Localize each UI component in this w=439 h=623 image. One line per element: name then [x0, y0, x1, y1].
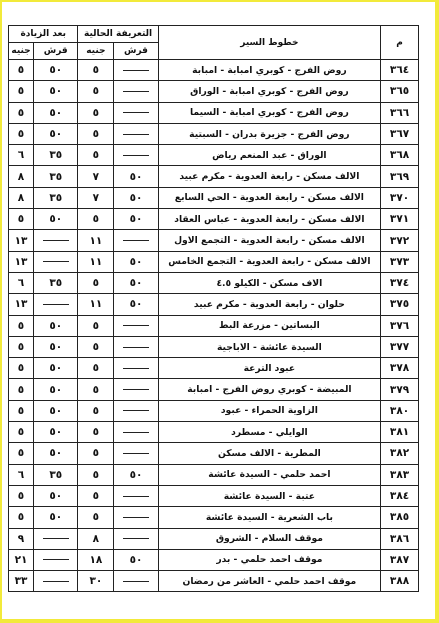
route-cell: الالف مسكن - رابعة العدوية - الحي السابع — [158, 187, 380, 208]
current-piaster-cell — [114, 102, 158, 123]
table-row — [9, 123, 419, 144]
route-cell: المبيضة - كوبري روض الفرج - امبابة — [158, 379, 380, 400]
empty-dash — [123, 134, 149, 135]
current-pound-cell: ١٨ — [78, 549, 114, 570]
table-row — [9, 166, 419, 187]
current-piaster-cell — [114, 336, 158, 357]
empty-dash — [123, 517, 149, 518]
route-cell: باب الشعرية - السيدة عائشة — [158, 507, 380, 528]
empty-dash — [123, 410, 149, 411]
current-piaster-cell: ٥٠ — [114, 166, 158, 187]
new-pound-cell: ٥ — [9, 209, 34, 230]
empty-dash — [123, 538, 149, 539]
empty-dash — [123, 70, 149, 71]
route-cell: عتبة - السيدة عائشة — [158, 485, 380, 506]
new-piaster-cell — [34, 251, 78, 272]
empty-dash — [43, 581, 69, 582]
new-piaster-cell: ٥٠ — [34, 102, 78, 123]
table-row — [9, 443, 419, 464]
current-piaster-cell — [114, 507, 158, 528]
route-cell: روض الفرج - كوبري امبابة - السيما — [158, 102, 380, 123]
new-pound-cell: ٥ — [9, 81, 34, 102]
empty-dash — [123, 91, 149, 92]
new-pound-cell: ١٣ — [9, 294, 34, 315]
table-row — [9, 209, 419, 230]
route-cell: المطرية - الالف مسكن — [158, 443, 380, 464]
empty-dash — [123, 155, 149, 156]
serial-cell: ٣٧٥ — [381, 294, 419, 315]
route-cell: السيدة عائشة - الاباجية — [158, 336, 380, 357]
serial-cell: ٣٨٢ — [381, 443, 419, 464]
current-piaster-cell — [114, 528, 158, 549]
current-piaster-cell — [114, 379, 158, 400]
current-piaster-cell: ٥٠ — [114, 272, 158, 293]
serial-cell: ٣٨٨ — [381, 571, 419, 592]
route-cell: البساتين - مزرعة البط — [158, 315, 380, 336]
empty-dash — [43, 240, 69, 241]
route-cell: عبود الترعة — [158, 358, 380, 379]
new-pound-cell: ٥ — [9, 485, 34, 506]
serial-cell: ٣٨١ — [381, 422, 419, 443]
route-cell: الالف مسكن - رابعة العدوية - التجمع الخامس — [158, 251, 380, 272]
current-pound-cell: ٥ — [78, 123, 114, 144]
header-current-pound: جنيه — [78, 43, 114, 60]
route-cell: الاف مسكن - الكيلو ٤.٥ — [158, 272, 380, 293]
new-pound-cell: ٥ — [9, 358, 34, 379]
current-piaster-cell — [114, 145, 158, 166]
table-row — [9, 485, 419, 506]
current-pound-cell: ١١ — [78, 251, 114, 272]
route-cell: روض الفرج - جزيرة بدران - السبتية — [158, 123, 380, 144]
table-row — [9, 507, 419, 528]
empty-dash — [43, 261, 69, 262]
current-piaster-cell: ٥٠ — [114, 464, 158, 485]
table-row — [9, 145, 419, 166]
table-row — [9, 251, 419, 272]
header-serial: م — [381, 26, 419, 60]
new-piaster-cell — [34, 294, 78, 315]
new-piaster-cell: ٥٠ — [34, 485, 78, 506]
new-piaster-cell: ٣٥ — [34, 145, 78, 166]
route-cell: الالف مسكن - رابعة العدوية - التجمع الاول — [158, 230, 380, 251]
route-cell: احمد حلمي - السيدة عائشة — [158, 464, 380, 485]
new-pound-cell: ٥ — [9, 336, 34, 357]
tariff-table — [8, 25, 419, 592]
new-piaster-cell: ٥٠ — [34, 443, 78, 464]
new-piaster-cell: ٥٠ — [34, 60, 78, 81]
table-row — [9, 422, 419, 443]
new-piaster-cell: ٥٠ — [34, 400, 78, 421]
serial-cell: ٣٧٠ — [381, 187, 419, 208]
current-pound-cell: ٧ — [78, 187, 114, 208]
serial-cell: ٣٦٧ — [381, 123, 419, 144]
route-cell: روض الفرج - كوبري امبابة - امبابة — [158, 60, 380, 81]
table-row — [9, 400, 419, 421]
serial-cell: ٣٦٨ — [381, 145, 419, 166]
header-after-increase: بعد الزيادة — [9, 26, 78, 43]
empty-dash — [123, 112, 149, 113]
new-pound-cell: ٦ — [9, 464, 34, 485]
header-current-piaster: قرش — [114, 43, 158, 60]
table-row — [9, 60, 419, 81]
new-piaster-cell: ٥٠ — [34, 123, 78, 144]
serial-cell: ٣٦٦ — [381, 102, 419, 123]
new-pound-cell: ٨ — [9, 166, 34, 187]
route-cell: موقف احمد حلمي - العاشر من رمضان — [158, 571, 380, 592]
current-piaster-cell: ٥٠ — [114, 209, 158, 230]
current-pound-cell: ٥ — [78, 443, 114, 464]
new-piaster-cell: ٥٠ — [34, 209, 78, 230]
current-pound-cell: ٨ — [78, 528, 114, 549]
table-row — [9, 294, 419, 315]
current-piaster-cell — [114, 123, 158, 144]
empty-dash — [123, 581, 149, 582]
current-piaster-cell — [114, 400, 158, 421]
new-pound-cell: ٥ — [9, 422, 34, 443]
current-pound-cell: ١١ — [78, 294, 114, 315]
current-pound-cell: ٥ — [78, 336, 114, 357]
current-pound-cell: ٥ — [78, 81, 114, 102]
empty-dash — [123, 325, 149, 326]
current-pound-cell: ٥ — [78, 400, 114, 421]
table-row — [9, 336, 419, 357]
route-cell: الزاوية الحمراء - عبود — [158, 400, 380, 421]
route-cell: الوايلي - مسطرد — [158, 422, 380, 443]
current-piaster-cell — [114, 422, 158, 443]
new-pound-cell: ١٣ — [9, 251, 34, 272]
header-new-pound: جنيه — [9, 43, 34, 60]
current-pound-cell: ١١ — [78, 230, 114, 251]
new-pound-cell: ٥ — [9, 507, 34, 528]
route-cell: روض الفرج - كوبري امبابة - الوراق — [158, 81, 380, 102]
new-piaster-cell: ٥٠ — [34, 379, 78, 400]
new-piaster-cell: ٥٠ — [34, 422, 78, 443]
current-piaster-cell — [114, 230, 158, 251]
serial-cell: ٣٨٣ — [381, 464, 419, 485]
route-cell: موقف السلام - الشروق — [158, 528, 380, 549]
current-pound-cell: ٥ — [78, 379, 114, 400]
tariff-rows — [9, 60, 419, 592]
current-piaster-cell — [114, 315, 158, 336]
serial-cell: ٣٧٤ — [381, 272, 419, 293]
current-piaster-cell: ٥٠ — [114, 549, 158, 570]
new-pound-cell: ٦ — [9, 145, 34, 166]
new-pound-cell: ٥ — [9, 443, 34, 464]
serial-cell: ٣٨٧ — [381, 549, 419, 570]
current-piaster-cell — [114, 60, 158, 81]
document-page — [2, 2, 435, 619]
current-piaster-cell — [114, 485, 158, 506]
table-row — [9, 528, 419, 549]
current-piaster-cell — [114, 443, 158, 464]
serial-cell: ٣٧٢ — [381, 230, 419, 251]
header-row-main — [9, 26, 419, 43]
current-pound-cell: ٥ — [78, 358, 114, 379]
new-piaster-cell: ٣٥ — [34, 464, 78, 485]
new-pound-cell: ٩ — [9, 528, 34, 549]
empty-dash — [43, 559, 69, 560]
table-row — [9, 102, 419, 123]
current-pound-cell: ٥ — [78, 464, 114, 485]
route-cell: الوراق - عبد المنعم رياض — [158, 145, 380, 166]
route-cell: موقف احمد حلمي - بدر — [158, 549, 380, 570]
new-pound-cell: ١٣ — [9, 230, 34, 251]
empty-dash — [43, 538, 69, 539]
current-piaster-cell: ٥٠ — [114, 187, 158, 208]
new-piaster-cell: ٥٠ — [34, 507, 78, 528]
empty-dash — [123, 368, 149, 369]
new-pound-cell: ٢١ — [9, 549, 34, 570]
new-piaster-cell: ٣٥ — [34, 166, 78, 187]
current-pound-cell: ٥ — [78, 60, 114, 81]
current-pound-cell: ٣٠ — [78, 571, 114, 592]
new-pound-cell: ٦ — [9, 272, 34, 293]
current-pound-cell: ٧ — [78, 166, 114, 187]
table-row — [9, 358, 419, 379]
serial-cell: ٣٧١ — [381, 209, 419, 230]
current-piaster-cell: ٥٠ — [114, 294, 158, 315]
new-pound-cell: ٥ — [9, 400, 34, 421]
new-piaster-cell — [34, 230, 78, 251]
table-row — [9, 272, 419, 293]
table-row — [9, 81, 419, 102]
serial-cell: ٣٦٩ — [381, 166, 419, 187]
serial-cell: ٣٧٨ — [381, 358, 419, 379]
serial-cell: ٣٧٩ — [381, 379, 419, 400]
table-row — [9, 464, 419, 485]
serial-cell: ٣٨٤ — [381, 485, 419, 506]
table-row — [9, 379, 419, 400]
header-routes: خطوط السير — [158, 26, 380, 60]
new-pound-cell: ٥ — [9, 123, 34, 144]
table-row — [9, 315, 419, 336]
new-piaster-cell — [34, 549, 78, 570]
serial-cell: ٣٧٧ — [381, 336, 419, 357]
serial-cell: ٣٦٤ — [381, 60, 419, 81]
new-pound-cell: ٨ — [9, 187, 34, 208]
empty-dash — [123, 389, 149, 390]
current-pound-cell: ٥ — [78, 272, 114, 293]
new-pound-cell: ٥ — [9, 102, 34, 123]
serial-cell: ٣٨٦ — [381, 528, 419, 549]
serial-cell: ٣٨٠ — [381, 400, 419, 421]
empty-dash — [123, 496, 149, 497]
current-piaster-cell — [114, 358, 158, 379]
serial-cell: ٣٧٦ — [381, 315, 419, 336]
serial-cell: ٣٦٥ — [381, 81, 419, 102]
new-piaster-cell — [34, 528, 78, 549]
empty-dash — [123, 347, 149, 348]
empty-dash — [123, 240, 149, 241]
current-pound-cell: ٥ — [78, 209, 114, 230]
table-row — [9, 230, 419, 251]
table-row — [9, 571, 419, 592]
current-pound-cell: ٥ — [78, 102, 114, 123]
new-piaster-cell — [34, 571, 78, 592]
empty-dash — [123, 453, 149, 454]
current-piaster-cell: ٥٠ — [114, 251, 158, 272]
new-piaster-cell: ٥٠ — [34, 81, 78, 102]
new-pound-cell: ٣٣ — [9, 571, 34, 592]
current-pound-cell: ٥ — [78, 422, 114, 443]
serial-cell: ٣٨٥ — [381, 507, 419, 528]
header-current-tariff: التعريفة الحالية — [78, 26, 158, 43]
new-piaster-cell: ٣٥ — [34, 187, 78, 208]
empty-dash — [43, 304, 69, 305]
header-new-piaster: قرش — [34, 43, 78, 60]
table-row — [9, 549, 419, 570]
new-pound-cell: ٥ — [9, 315, 34, 336]
new-pound-cell: ٥ — [9, 60, 34, 81]
serial-cell: ٣٧٣ — [381, 251, 419, 272]
route-cell: الالف مسكن - رابعة العدوية - عباس العقاد — [158, 209, 380, 230]
current-piaster-cell — [114, 571, 158, 592]
new-pound-cell: ٥ — [9, 379, 34, 400]
current-pound-cell: ٥ — [78, 145, 114, 166]
table-row — [9, 187, 419, 208]
route-cell: الالف مسكن - رابعة العدوية - مكرم عبيد — [158, 166, 380, 187]
new-piaster-cell: ٥٠ — [34, 336, 78, 357]
current-pound-cell: ٥ — [78, 315, 114, 336]
current-pound-cell: ٥ — [78, 507, 114, 528]
current-pound-cell: ٥ — [78, 485, 114, 506]
new-piaster-cell: ٥٠ — [34, 315, 78, 336]
route-cell: حلوان - رابعة العدوية - مكرم عبيد — [158, 294, 380, 315]
empty-dash — [123, 432, 149, 433]
current-piaster-cell — [114, 81, 158, 102]
new-piaster-cell: ٣٥ — [34, 272, 78, 293]
new-piaster-cell: ٥٠ — [34, 358, 78, 379]
